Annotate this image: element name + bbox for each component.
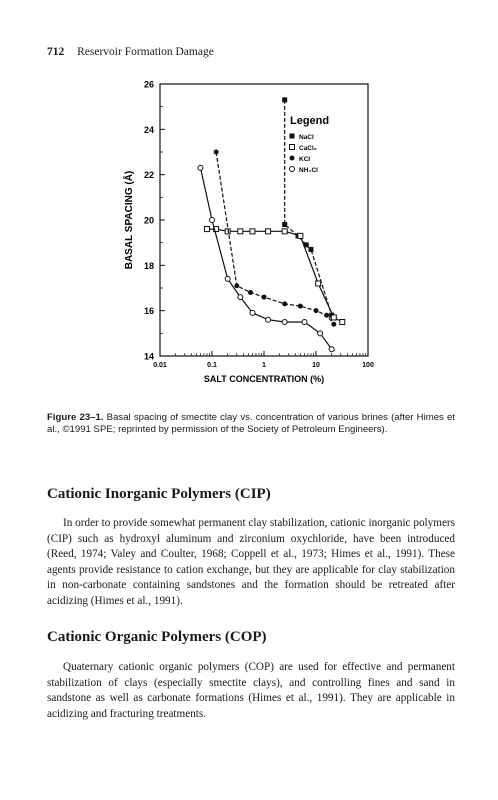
x-tick-label: 1 — [262, 362, 266, 369]
legend-marker — [290, 167, 295, 172]
data-point — [282, 97, 287, 102]
data-point — [302, 320, 307, 325]
data-point — [308, 247, 313, 252]
data-point — [331, 315, 336, 320]
series-line — [201, 168, 332, 349]
series-line — [285, 100, 332, 315]
data-point — [340, 320, 345, 325]
data-point — [331, 322, 336, 327]
x-tick-label: 10 — [312, 362, 320, 369]
running-header — [47, 46, 214, 58]
data-point — [238, 229, 243, 234]
data-point — [204, 227, 209, 232]
series-line — [216, 152, 334, 324]
chart-svg — [108, 74, 388, 394]
data-point — [298, 304, 303, 309]
page-number: 712 — [47, 46, 65, 58]
data-point — [318, 331, 323, 336]
data-point — [262, 295, 267, 300]
legend-label: NaCl — [299, 134, 314, 141]
data-point — [225, 276, 230, 281]
x-tick-label: 0.01 — [153, 362, 167, 369]
data-point — [198, 165, 203, 170]
figure-caption-text: Basal spacing of smectite clay vs. concentration of various brines (after Himes et al., ©1991 SPE; reprinted by permission of the Society of Petroleum Engineers). — [47, 411, 455, 435]
x-tick-label: 0.1 — [207, 362, 217, 369]
data-point — [282, 320, 287, 325]
section-body-cop: Quaternary cationic organic polymers (COP) are used for effective and permanent stabilization of clays (especially smectite clays), and controlling fines and sand in sandstone as well as carbonate formations (Himes et al., 1991). They are applicable in acidizing and fracturing treatments. — [47, 661, 455, 720]
x-axis-label: SALT CONCENTRATION (%) — [203, 374, 325, 384]
data-point — [250, 310, 255, 315]
section-body-cip: In order to provide somewhat permanent clay stabilization, cationic inorganic polymers (CIP) such as hydroxyl aluminum and zirconium oxychloride, have been introduced (Reed, 1974; Valey and Coulter, 1968; Coppell et al., 1973; Himes et al., 1991). These agents provide resistance to cation exchange, but they are applicable for clay stabilization in non-carbonate containing sandstones and the formation should be retreated after acidizing (Himes et al., 1991). — [47, 517, 455, 607]
data-point — [282, 222, 287, 227]
y-tick-label: 24 — [143, 124, 154, 135]
x-tick-label: 100 — [362, 362, 374, 369]
section-heading-cip: Cationic Inorganic Polymers (CIP) — [47, 486, 271, 502]
data-point — [329, 347, 334, 352]
y-tick-label: 20 — [143, 215, 154, 226]
y-tick-label: 22 — [143, 170, 154, 181]
data-point — [298, 233, 303, 238]
y-tick-label: 18 — [143, 260, 154, 271]
figure-label: Figure 23–1. — [47, 411, 104, 423]
data-point — [282, 229, 287, 234]
legend-label: CaCl₂ — [299, 145, 317, 152]
legend-label: KCl — [299, 156, 311, 163]
legend-marker — [290, 156, 295, 161]
data-point — [238, 295, 243, 300]
data-point — [324, 313, 329, 318]
running-title: Reservoir Formation Damage — [77, 46, 214, 58]
data-point — [248, 290, 253, 295]
y-tick-label: 14 — [143, 351, 154, 362]
y-tick-label: 16 — [143, 306, 154, 317]
legend-label: NH₄Cl — [299, 167, 318, 174]
y-tick-label: 26 — [143, 79, 154, 90]
legend-marker — [290, 145, 295, 150]
legend-title: Legend — [290, 115, 330, 127]
data-point — [266, 229, 271, 234]
data-point — [316, 281, 321, 286]
data-point — [314, 308, 319, 313]
data-point — [282, 301, 287, 306]
section-heading-cop: Cationic Organic Polymers (COP) — [47, 629, 267, 645]
data-point — [210, 218, 215, 223]
figure-caption — [47, 412, 455, 436]
legend-marker — [290, 134, 295, 139]
basal-spacing-chart — [108, 74, 388, 394]
data-point — [214, 150, 219, 155]
data-point — [266, 317, 271, 322]
data-point — [250, 229, 255, 234]
data-point — [234, 283, 239, 288]
y-axis-label: BASAL SPACING (Å) — [124, 170, 135, 270]
